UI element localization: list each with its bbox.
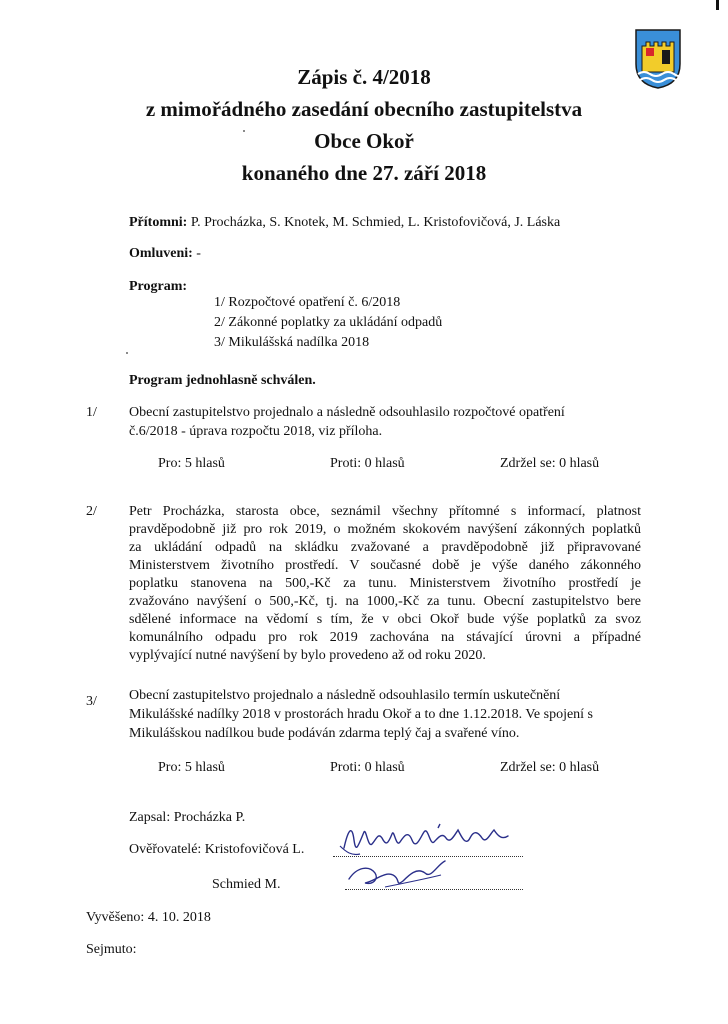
item-1-number: 1/ <box>86 405 97 420</box>
item-2-line-2: pravděpodobně již pro rok 2019, o možném skokovém navýšení zákonných poplatků <box>129 522 641 537</box>
item-1-vote-abstain: Zdržel se: 0 hlasů <box>500 456 600 471</box>
excused-value: - <box>196 246 201 261</box>
item-1-line-2: č.6/2018 - úprava rozpočtu 2018, viz příloha. <box>129 424 383 439</box>
item-2-line-8: komunálního odpadu pro rok 2019 zachována na stávající úrovni a případné <box>129 630 641 645</box>
title-line-2: z mimořádného zasedání obecního zastupitelstva <box>145 97 583 121</box>
item-3-number: 3/ <box>86 694 97 709</box>
posted-date: Vyvěšeno: 4. 10. 2018 <box>86 910 211 925</box>
item-3-vote-for: Pro: 5 hlasů <box>158 760 225 775</box>
item-3-line-3: Mikulášskou nadílkou bude podáván zdarma teplý čaj a svařené víno. <box>129 726 520 741</box>
scan-speck <box>126 352 128 354</box>
item-2-line-7: sdělené informace na vědomí s tím, že v obci Okoř bude výše poplatků za svoz <box>129 612 641 627</box>
item-1-line-1: Obecní zastupitelstvo projednalo a následně odsouhlasilo rozpočtové opatření <box>129 405 565 420</box>
present-row <box>129 214 560 232</box>
program-item-2: 2/ Zákonné poplatky za ukládání odpadů <box>214 315 443 330</box>
item-2-line-4: Ministerstvem životního prostředí. V současné době je výše daného zákonného <box>129 558 641 573</box>
title-line-1: Zápis č. 4/2018 <box>297 65 431 89</box>
removed-label: Sejmuto: <box>86 942 137 957</box>
item-1-vote-for: Pro: 5 hlasů <box>158 456 225 471</box>
title-line-3: Obce Okoř <box>314 129 414 153</box>
excused-label: Omluveni: <box>129 246 193 261</box>
present-label: Přítomni: <box>129 215 188 230</box>
verifier-2: Schmied M. <box>212 877 281 892</box>
item-3-line-2: Mikulášské nadílky 2018 v prostorách hradu Okoř a to dne 1.12.2018. Ve spojení s <box>129 707 594 722</box>
program-item-1: 1/ Rozpočtové opatření č. 6/2018 <box>214 295 401 310</box>
item-3-line-1: Obecní zastupitelstvo projednalo a následně odsouhlasilo termín uskutečnění <box>129 688 561 703</box>
item-2-line-9: vyplývající nutné navýšení by bylo provedeno až od roku 2020. <box>129 648 486 663</box>
program-approved: Program jednohlasně schválen. <box>129 373 316 388</box>
program-label: Program: <box>129 279 188 294</box>
excused-row <box>129 245 201 263</box>
item-2-line-1: Petr Procházka, starosta obce, seznámil všechny přítomné s informací, platnost <box>129 504 641 519</box>
recorder: Zapsal: Procházka P. <box>129 810 246 825</box>
title-line-4: konaného dne 27. září 2018 <box>241 161 487 185</box>
item-1-vote-against: Proti: 0 hlasů <box>330 456 405 471</box>
signature-schmied <box>345 857 455 891</box>
item-3-vote-against: Proti: 0 hlasů <box>330 760 405 775</box>
item-2-line-3: za ukládání odpadů na skládku zvažované a pravděpodobně již připravované <box>129 540 641 555</box>
item-2-line-5: poplatku stanovena na 500,-Kč za tunu. Ministerstvem životního prostředí je <box>129 576 641 591</box>
present-value: P. Procházka, S. Knotek, M. Schmied, L. Kristofovičová, J. Láska <box>190 215 561 230</box>
item-2-line-6: zvažováno navýšení o 500,-Kč, tj. na 1000,-Kč za tunu. Obecní zastupitelstvo bere <box>129 594 641 609</box>
program-item-3: 3/ Mikulášská nadílka 2018 <box>214 335 370 350</box>
verifiers-label: Ověřovatelé: Kristofovičová L. <box>129 842 305 857</box>
item-2-number: 2/ <box>86 504 97 519</box>
scan-edge-mark <box>716 0 719 10</box>
scan-speck <box>243 130 245 132</box>
item-3-vote-abstain: Zdržel se: 0 hlasů <box>500 760 600 775</box>
signature-kristofovicova <box>338 818 528 862</box>
